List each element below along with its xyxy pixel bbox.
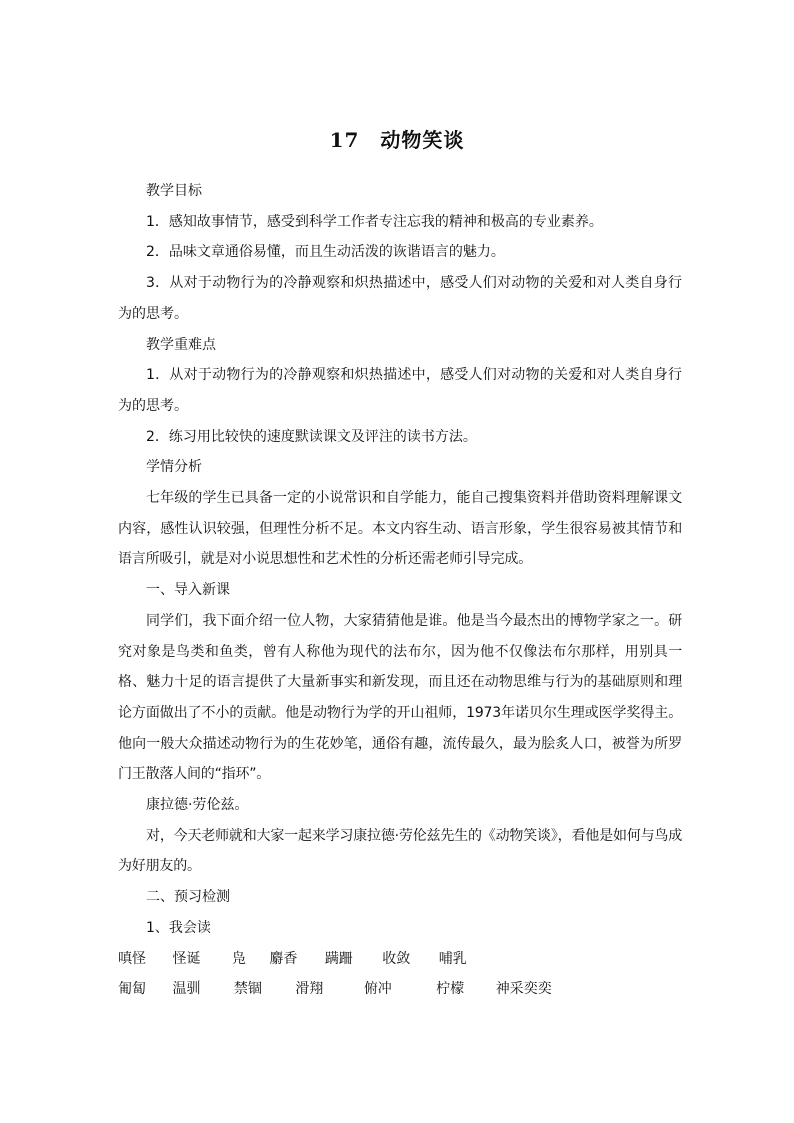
objectives-heading: 教学目标 (146, 183, 202, 199)
vocabulary-word: 滑翔 (295, 981, 324, 998)
vocabulary-word: 温驯 (172, 981, 201, 998)
objective-item-2: 2．品味文章通俗易懂，而且生动活泼的诙谐语言的魅力。 (146, 244, 505, 261)
vocabulary-word: 凫 (231, 950, 246, 967)
vocabulary-word: 麝香 (269, 950, 298, 967)
vocabulary-word: 哺乳 (438, 950, 467, 967)
objective-item-1: 1．感知故事情节，感受到科学工作者专注忘我的精神和极高的专业素养。 (146, 213, 603, 230)
vocabulary-word: 禁锢 (233, 981, 262, 998)
transition-paragraph: 对，今天老师就和大家一起来学习康拉德·劳伦兹先生的《动物笑谈》，看他是如何与鸟成为好朋友的。 (118, 827, 682, 875)
vocabulary-word: 收敛 (382, 950, 411, 967)
difficulty-item-1: 1．从对于动物行为的冷静观察和炽热描述中，感受人们对动物的关爱和对人类自身行为的思考。 (118, 367, 682, 414)
document-title: 17 动物笑谈 (329, 128, 465, 152)
difficulty-item-2: 2．练习用比较快的速度默读课文及评注的读书方法。 (146, 428, 477, 445)
vocabulary-row-2 (118, 974, 682, 1005)
vocabulary-word: 匍匐 (118, 981, 146, 998)
vocabulary-word: 蹒跚 (324, 950, 353, 967)
document-content (118, 176, 682, 1005)
preview-heading: 二、预习检测 (146, 889, 230, 906)
vocabulary-word: 俯冲 (363, 981, 392, 998)
vocabulary-word: 嗔怪 (118, 950, 146, 967)
vocabulary-word: 柠檬 (436, 981, 465, 998)
vocabulary-word: 怪诞 (172, 950, 201, 967)
vocabulary-word: 神采奕奕 (495, 981, 552, 998)
analysis-paragraph: 七年级的学生已具备一定的小说常识和自学能力，能自己搜集资料并借助资料理解课文内容，感性认识较强，但理性分析不足。本文内容生动、语言形象，学生很容易被其情节和语言所吸引，就是对小说思想性和艺术性的分析还需老师引导完成。 (118, 490, 682, 568)
intro-heading: 一、导入新课 (146, 582, 230, 599)
reading-heading: 1、我会读 (146, 919, 211, 936)
vocabulary-row-1 (118, 944, 682, 975)
difficulty-heading: 教学重难点 (146, 336, 216, 353)
analysis-heading: 学情分析 (146, 459, 202, 476)
answer-paragraph: 康拉德·劳伦兹。 (146, 797, 249, 814)
intro-paragraph: 同学们，我下面介绍一位人物，大家猜猜他是谁。他是当今最杰出的博物学家之一。研究对象是鸟类和鱼类，曾有人称他为现代的法布尔，因为他不仅像法布尔那样，用别具一格、魅力十足的语言提供了大量新事实和新发现，而且还在动物思维与行为的基础原则和理论方面做出了不小的贡献。他是动物行为学的开山祖师，1973年诺贝尔生理或医学奖得主。他向一般大众描述动物行为的生花妙笔，通俗有趣，流传最久，最为脍炙人口，被誉为所罗门王散落人间的“指环”。 (118, 612, 682, 783)
objective-item-3: 3．从对于动物行为的冷静观察和炽热描述中，感受人们对动物的关爱和对人类自身行为的思考。 (118, 275, 682, 322)
